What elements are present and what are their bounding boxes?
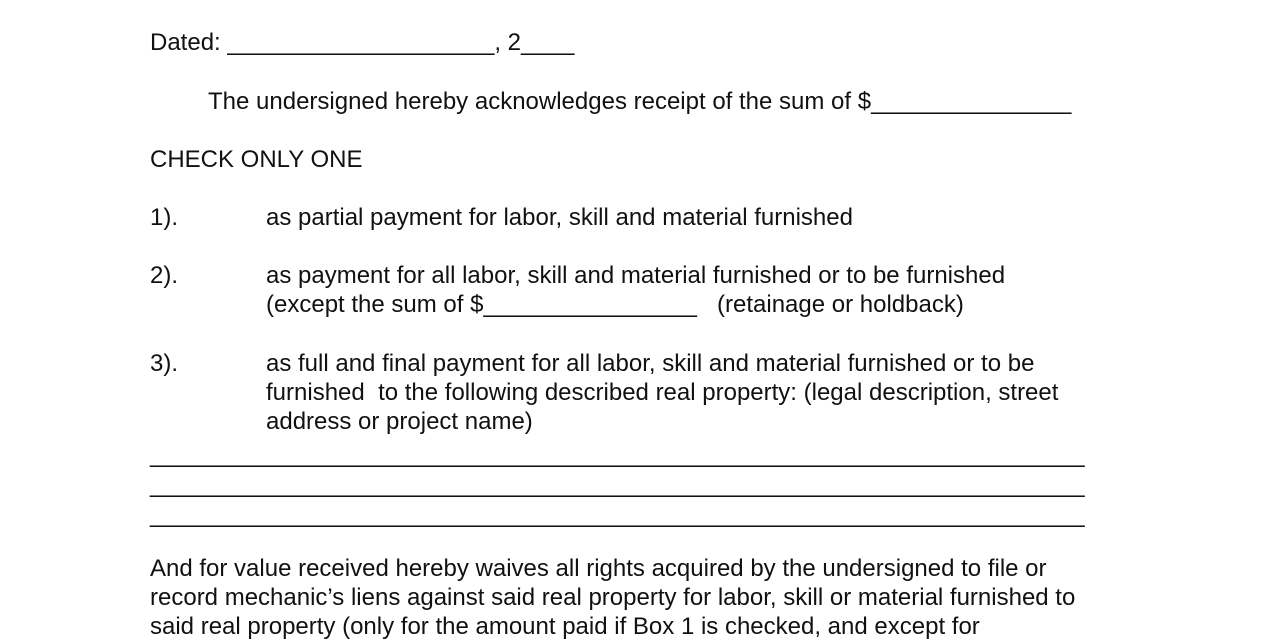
option-2-number: 2). bbox=[150, 262, 179, 289]
option-2-text-line-2: (except the sum of $________________ (retainage or holdback) bbox=[266, 291, 964, 318]
option-3-text-line-1: as full and final payment for all labor, skill and material furnished or to be bbox=[266, 350, 1035, 377]
option-1-text: as partial payment for labor, skill and material furnished bbox=[266, 204, 853, 231]
check-only-one-heading: CHECK ONLY ONE bbox=[150, 146, 363, 173]
property-blank-line-3: _____________________________________________________________________ bbox=[150, 501, 1085, 528]
property-blank-line-2: _____________________________________________________________________ bbox=[150, 471, 1085, 498]
property-blank-line-1: _____________________________________________________________________ bbox=[150, 441, 1085, 468]
dated-line: Dated: ____________________, 2____ bbox=[150, 29, 575, 56]
waiver-line-1: And for value received hereby waives all rights acquired by the undersigned to file or bbox=[150, 555, 1047, 582]
option-1-number: 1). bbox=[150, 204, 179, 231]
waiver-line-2: record mechanic’s liens against said real property for labor, skill or material furnished to bbox=[150, 584, 1076, 611]
option-3-text-line-3: address or project name) bbox=[266, 408, 533, 435]
option-3-number: 3). bbox=[150, 350, 179, 377]
option-2-text-line-1: as payment for all labor, skill and material furnished or to be furnished bbox=[266, 262, 1006, 289]
waiver-line-3: said real property (only for the amount paid if Box 1 is checked, and except for bbox=[150, 613, 980, 640]
option-3-text-line-2: furnished to the following described real property: (legal description, street bbox=[266, 379, 1059, 406]
receipt-line: The undersigned hereby acknowledges receipt of the sum of $_______________ bbox=[208, 88, 1072, 115]
